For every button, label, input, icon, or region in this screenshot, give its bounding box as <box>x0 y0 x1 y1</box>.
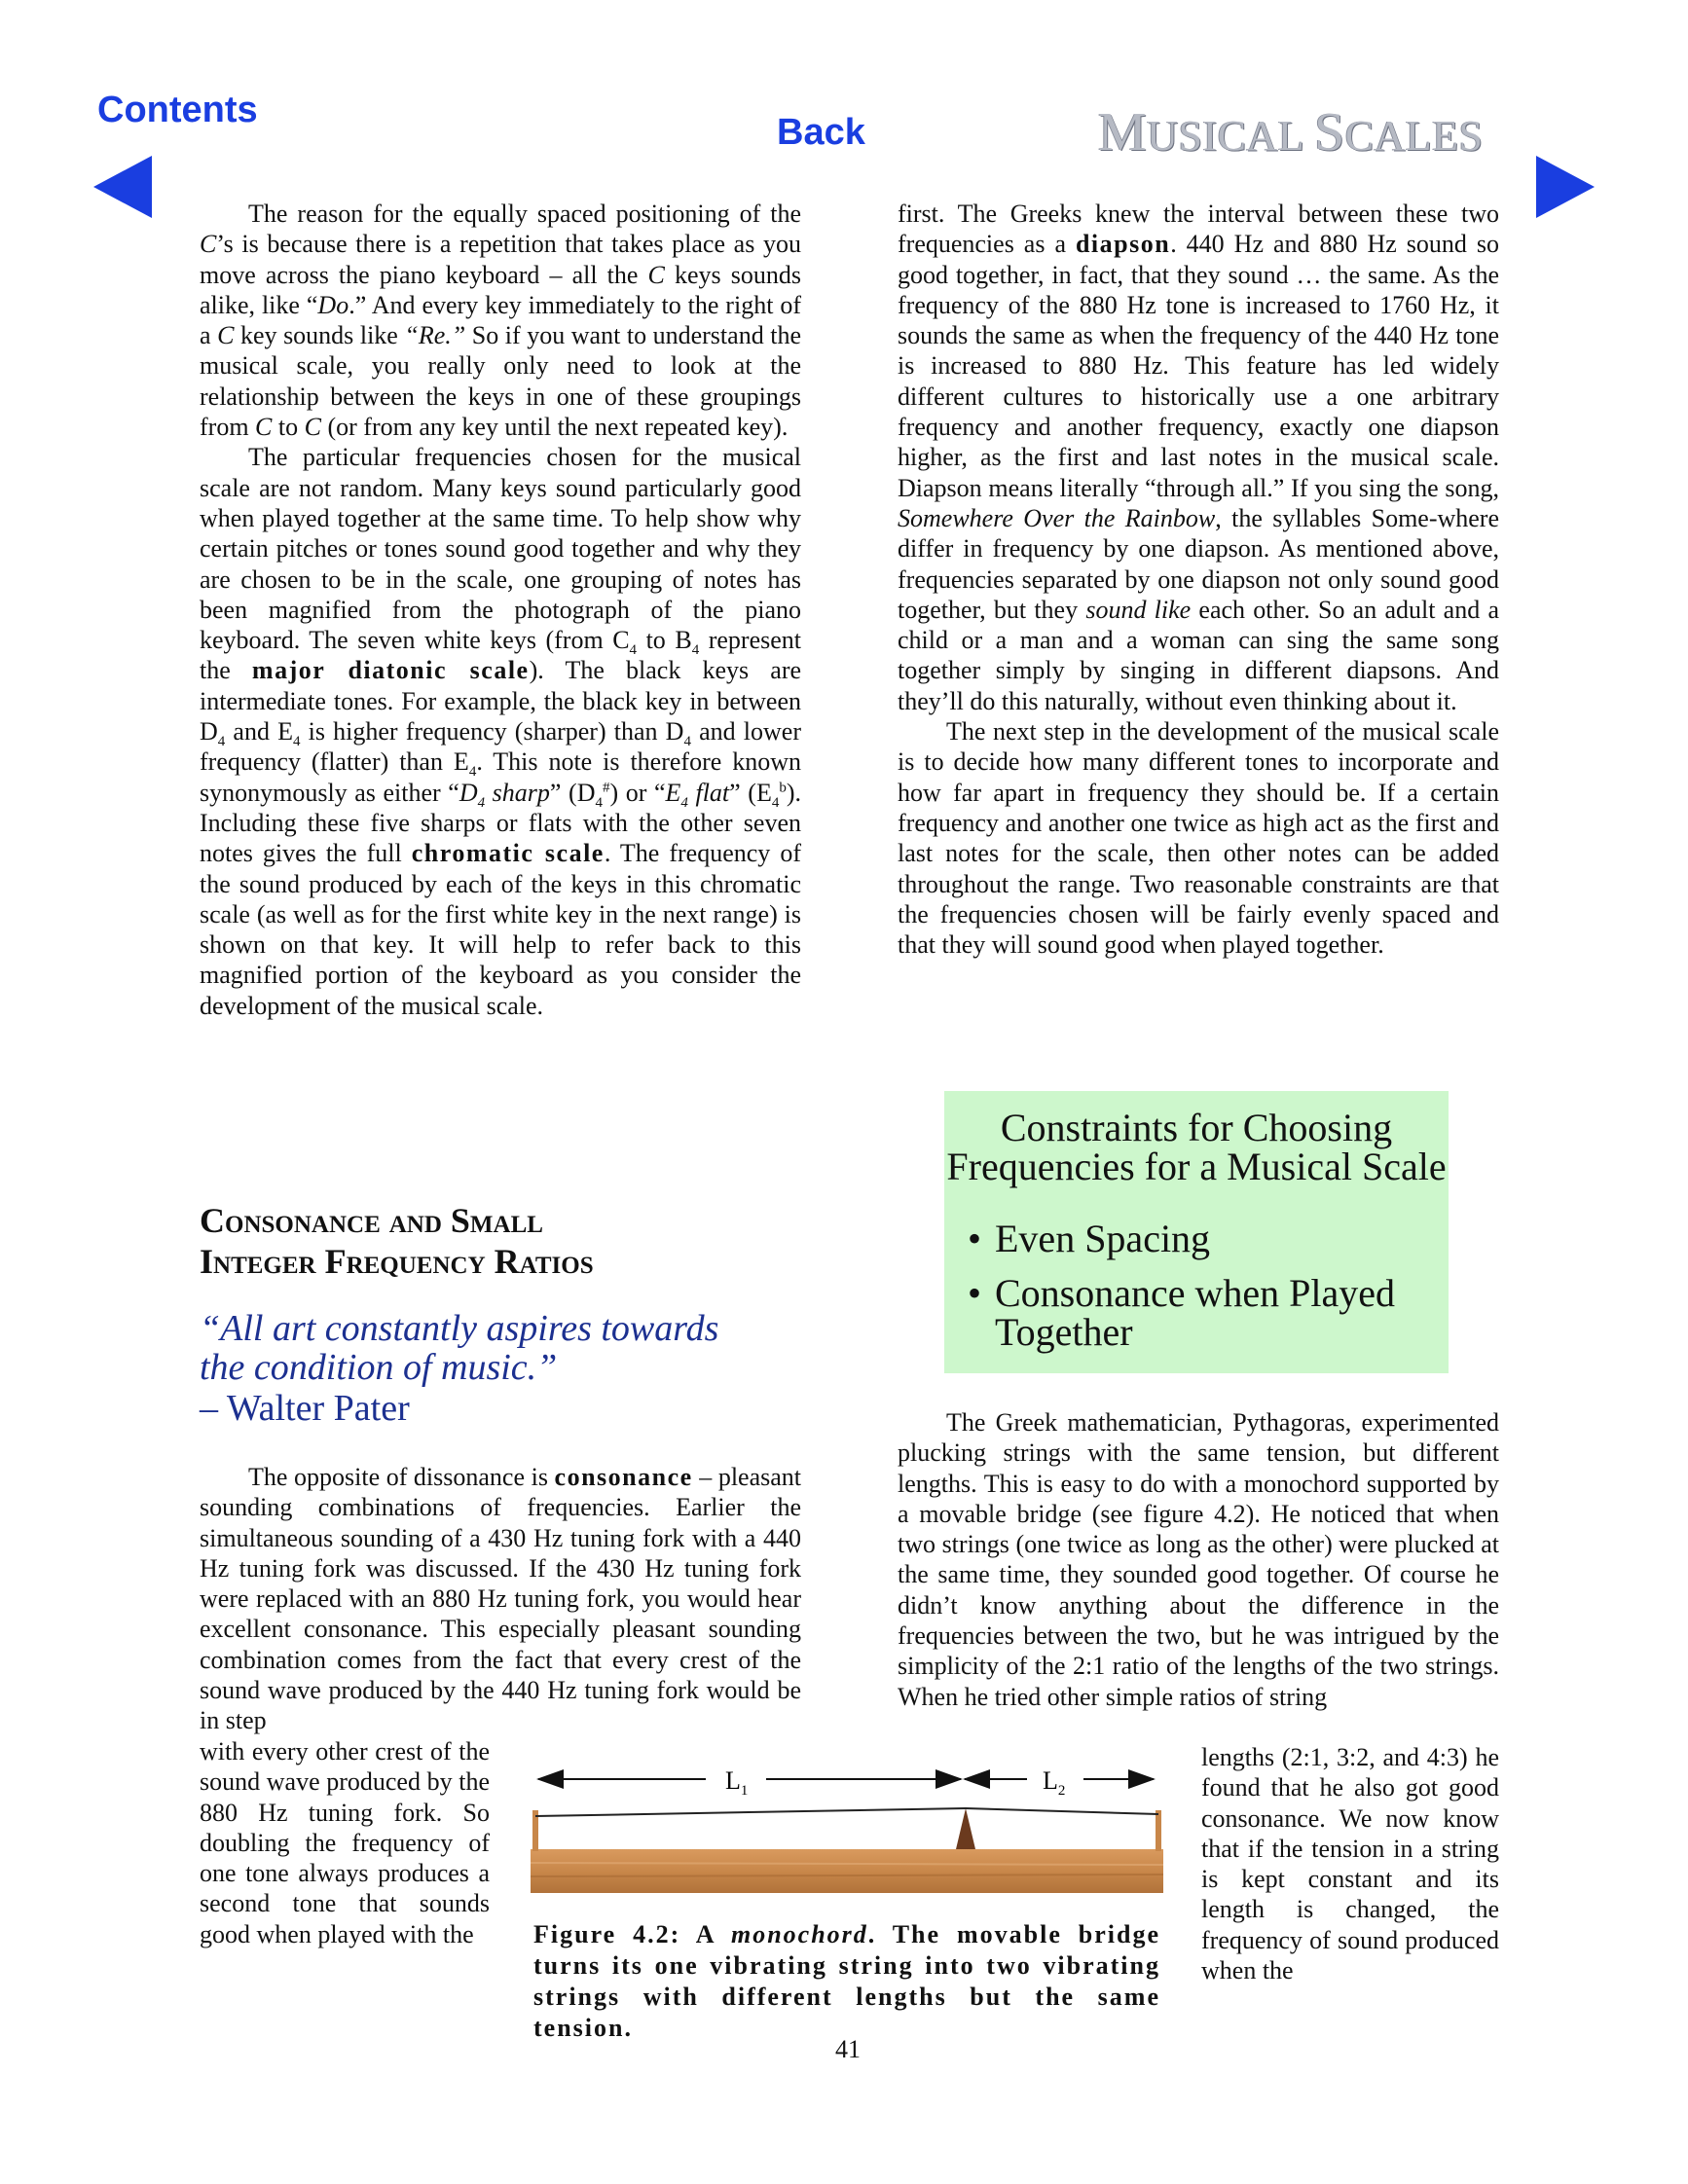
previous-page-arrow-icon[interactable] <box>93 156 152 218</box>
paragraph-chromatic-scale: The particular frequencies chosen for the musical scale are not random. Many keys sound particularly good when played together at the same time. To help show why certain pitches or tones sound good together and why they are chosen to be in the scale, one grouping of notes has been magnified from the photograph of the piano keyboard. The seven white keys (from $C_4$ to $B_4$ represent the major diatonic scale). The black keys are intermediate tones. For example, the black key in between $D_4$ and $E_4$ is higher frequency (sharper) than $D_4$ and lower frequency (flatter) than $E_4$. This note is therefore known synonymously as either “$D_4$ sharp” $(D_4^{\#})$ or “$E_4$ flat” $(E_4^b)$. Including these five sharps or flats with the other seven notes gives the full chromatic scale. The frequency of the sound produced by each of the keys in this chromatic scale (as well as for the first white key in the next range) is shown on that key. It will help to refer back to this magnified portion of the keyboard as you consider the development of the musical scale. <box>200 443 802 1020</box>
epigraph-author: – Walter Pater <box>200 1388 410 1429</box>
paragraph-next-step: The next step in the development of the musical scale is to decide how many different tones to incorporate and how far apart in frequency they should be. If a certain frequency and another one twice as high act as the first and last notes for the scale, then other notes can be added throughout the range. Two reasonable constraints are that the frequencies chosen will be fairly evenly spaced and that they will sound good when played together. <box>898 717 1499 960</box>
callout-bullet-consonance: • Consonance when Played Together <box>968 1271 1396 1354</box>
epigraph-quote: “All art constantly aspires towards the condition of music.” <box>200 1308 719 1388</box>
back-link[interactable]: Back <box>777 112 865 153</box>
paragraph-consonance: The opposite of dissonance is consonance – pleasant sounding combinations of frequencies. Earlier the simultaneous sounding of a 430 Hz tuning fork with a 440 Hz tuning fork was discussed. If the 430 Hz tuning fork were replaced with an 880 Hz tuning fork, you would hear excellent consonance. This especially pleasant sounding combination comes from the fact that every crest of the sound wave produced by the 440 Hz tuning fork would be in step <box>200 1463 802 1735</box>
monochord-sound-box <box>531 1849 1163 1893</box>
constraints-callout-box <box>944 1091 1449 1373</box>
next-page-arrow-icon[interactable] <box>1536 156 1595 218</box>
running-header-title: MUSICAL SCALES <box>1098 102 1484 163</box>
paragraph-pythagoras-continued: lengths (2:1, 3:2, and 4:3) he found that he also got good consonance. We now know that if the tension in a string is kept constant and its length is changed, the frequency of sound produced when the <box>1201 1743 1499 1985</box>
monochord-figure <box>531 1752 1163 1908</box>
length-l1-label: $L_1$ <box>725 1766 749 1799</box>
figure-caption: Figure 4.2: A monochord. The movable bridge turns its one vibrating string into two vibrating strings with different lengths but the same tension. <box>533 1920 1160 2042</box>
callout-bullet-even-spacing: • Even Spacing <box>968 1217 1211 1260</box>
length-l2-label: $L_2$ <box>1043 1766 1066 1799</box>
vibrating-string <box>535 1808 966 1816</box>
right-column <box>898 199 1499 960</box>
callout-title: Constraints for Choosing Frequencies for a Musical Scale <box>946 1106 1447 1188</box>
left-column <box>200 199 801 1021</box>
paragraph-diapson: first. The Greeks knew the interval between these two frequencies as a diapson. 440 Hz and 880 Hz sound so good together, in fact, that they sound … the same. As the frequency of the 880 Hz tone is increased to 1760 Hz, it sounds the same as when the frequency of the 440 Hz tone is increased to 880 Hz. This feature has led widely different cultures to historically use a one arbitrary frequency and another frequency, exactly one diapson higher, as the first and last notes in the musical scale. Diapson means literally “through all.” If you sing the song, Somewhere Over the Rainbow, the syllables Some-where differ in frequency by one diapson. As mentioned above, frequencies separated by one diapson not only sound good together, but they sound like each other. So an adult and a child or a man and a woman can sing the same song together simply by singing in different diapsons. And they’ll do this naturally, without even thinking about it. <box>898 200 1499 715</box>
paragraph-pythagoras: The Greek mathematician, Pythagoras, experimented plucking strings with the same tension, but different lengths. This is easy to do with a monochord supported by a movable bridge (see figure 4.2). He noticed that when two strings (one twice as long as the other) were plucked at the same time, they sounded good together. Of course he didn’t know anything about the difference in the frequencies between the two, but he was intrigued by the simplicity of the 2:1 ratio of the lengths of the two strings. When he tried other simple ratios of string <box>898 1408 1499 1711</box>
contents-link[interactable]: Contents <box>97 90 258 130</box>
movable-bridge <box>956 1808 975 1849</box>
section-heading: Consonance and Small Integer Frequency Ratios <box>200 1201 594 1281</box>
paragraph-octave-repetition: The reason for the equally spaced positioning of the C’s is because there is a repetition that takes place as you move across the piano keyboard – all the C keys sounds alike, like “Do.” And every key immediately to the right of a C key sounds like “Re.” So if you want to understand the musical scale, you really only need to look at the relationship between the keys in one of these groupings from C to C (or from any key until the next repeated key). <box>200 200 802 442</box>
paragraph-consonance-continued: with every other crest of the sound wave produced by the 880 Hz tuning fork. So doubling the frequency of one tone always produces a second tone that sounds good when played with the <box>200 1737 490 1948</box>
page-number: 41 <box>835 2035 861 2063</box>
